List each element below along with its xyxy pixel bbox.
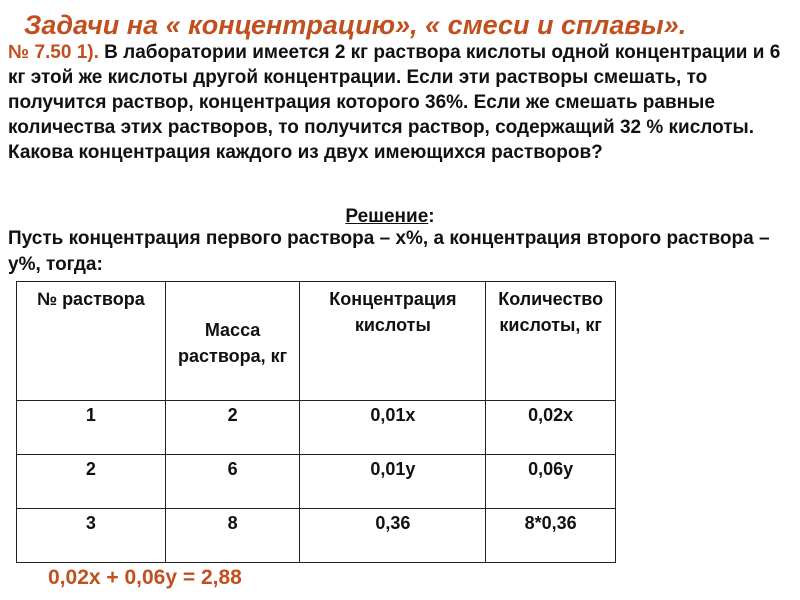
problem-statement [8, 40, 794, 165]
solution-heading-colon: : [428, 206, 435, 227]
problem-number: № 7.50 1). [8, 42, 99, 63]
cell-concentration: 0,01х [300, 401, 486, 455]
cell-mass: 6 [165, 455, 300, 509]
cell-acid-amount: 0,06у [486, 455, 616, 509]
cell-solution-number: 1 [17, 401, 166, 455]
cell-acid-amount: 0,02х [486, 401, 616, 455]
cell-solution-number: 2 [17, 455, 166, 509]
equation: 0,02х + 0,06у = 2,88 [48, 566, 242, 589]
cell-concentration: 0,01у [300, 455, 486, 509]
header-acid-amount: Количество кислоты, кг [486, 282, 616, 401]
table-row [17, 509, 616, 563]
cell-concentration: 0,36 [300, 509, 486, 563]
solution-intro: Пусть концентрация первого раствора – х%, а концентрация второго раствора – у%, тогда: [8, 228, 770, 275]
problem-text: В лаборатории имеется 2 кг раствора кислоты одной концентрации и 6 кг этой же кислоты другой концентрации. Если эти растворы смешать, то получится раствор, концентрация которого 36%. Если же смешать равные количества этих растворов, то получится раствор, содержащий 32 % кислоты. Какова концентрация каждого из двух имеющихся растворов? [8, 42, 781, 163]
cell-mass: 2 [165, 401, 300, 455]
header-solution-number: № раствора [17, 282, 166, 401]
solution-table [16, 281, 616, 563]
cell-mass: 8 [165, 509, 300, 563]
cell-acid-amount: 8*0,36 [486, 509, 616, 563]
header-mass: Масса раствора, кг [165, 282, 300, 401]
table-header-row [17, 282, 616, 401]
table-row [17, 401, 616, 455]
header-concentration: Концентрация кислоты [300, 282, 486, 401]
slide-title: Задачи на « концентрацию», « смеси и сплавы». [24, 10, 687, 40]
table-row [17, 455, 616, 509]
cell-solution-number: 3 [17, 509, 166, 563]
solution-heading-label: Решение [345, 206, 429, 227]
